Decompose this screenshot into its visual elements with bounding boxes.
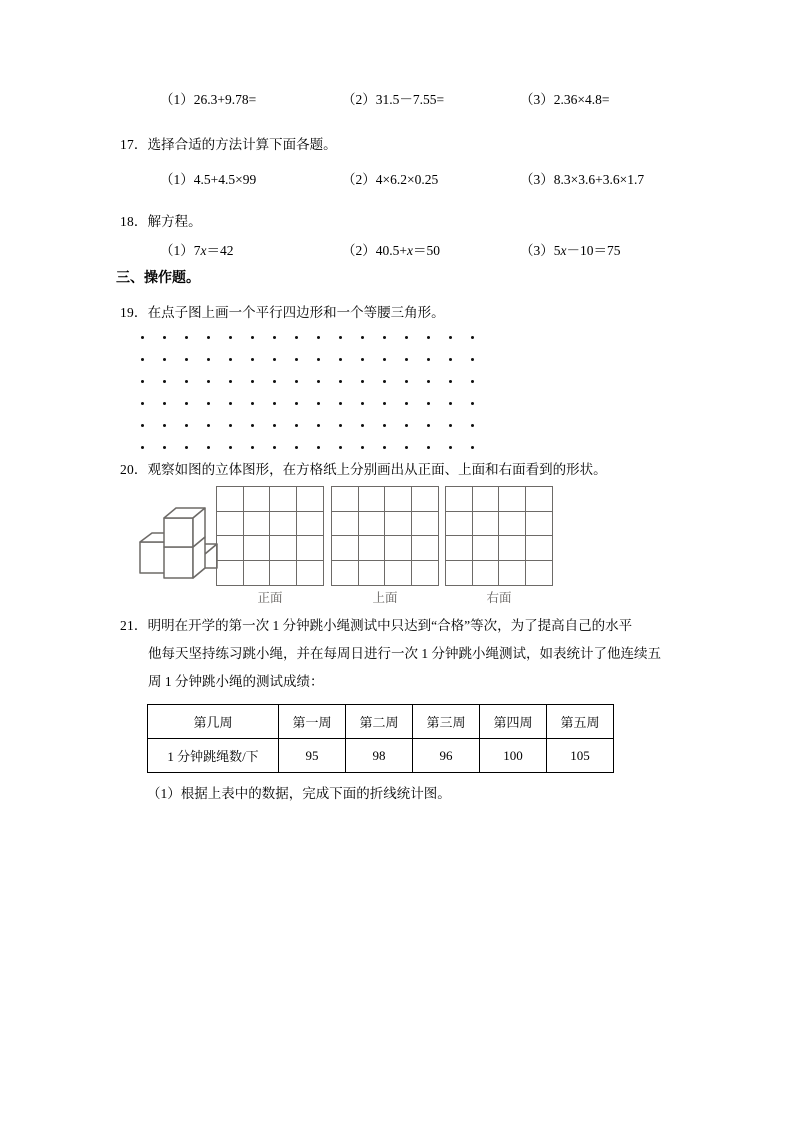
dot-grid-dot xyxy=(317,336,320,339)
view-grid-cell[interactable] xyxy=(385,487,412,512)
dot-grid-dot xyxy=(295,380,298,383)
dot-grid-dot xyxy=(229,402,232,405)
dot-grid-dot xyxy=(273,336,276,339)
dot-grid-dot xyxy=(449,424,452,427)
view-grid-cell[interactable] xyxy=(297,536,324,561)
dot-grid-dot xyxy=(317,424,320,427)
dot-grid-dot xyxy=(141,358,144,361)
dot-grid-dot xyxy=(163,380,166,383)
table-header-cell-1: 第一周 xyxy=(279,705,346,739)
view-grid-cell[interactable] xyxy=(446,487,473,512)
dot-grid-dot xyxy=(141,446,144,449)
dot-grid-dot xyxy=(471,358,474,361)
dot-grid-dot xyxy=(361,446,364,449)
table-value-cell-0: 1 分钟跳绳数/下 xyxy=(148,739,279,773)
q18-item-1-rest: ＝42 xyxy=(206,243,234,258)
dot-grid-dot xyxy=(163,358,166,361)
q20-title: 观察如图的立体图形，在方格纸上分别画出从正面、上面和右面看到的形状。 xyxy=(147,462,607,477)
q16-item-1: （1）26.3+9.78= xyxy=(160,92,257,107)
dot-grid-dot xyxy=(427,336,430,339)
dot-grid-dot xyxy=(361,380,364,383)
dot-grid-dot xyxy=(405,446,408,449)
view-grid-cell[interactable] xyxy=(446,512,473,537)
q16-item-2: （2）31.5－7.55= xyxy=(342,92,445,107)
view-grid-top[interactable] xyxy=(331,486,439,586)
dot-grid-dot xyxy=(251,358,254,361)
view-grid-cell[interactable] xyxy=(385,512,412,537)
dot-grid-dot xyxy=(317,402,320,405)
dot-grid-dot xyxy=(251,402,254,405)
q18-item-1-label: （1）7 xyxy=(160,243,201,258)
view-grid-cell[interactable] xyxy=(412,536,439,561)
q21-line-3: 周 1 分钟跳小绳的测试成绩： xyxy=(148,674,324,689)
q19-number: 19． xyxy=(120,305,148,320)
dot-grid-dot xyxy=(163,402,166,405)
view-grid-cell[interactable] xyxy=(332,561,359,586)
view-grid-cell[interactable] xyxy=(412,512,439,537)
view-grid-cell[interactable] xyxy=(359,561,386,586)
dot-grid-dot xyxy=(163,446,166,449)
view-grid-cell[interactable] xyxy=(526,536,553,561)
dot-grid-dot xyxy=(229,380,232,383)
table-value-cell-4: 100 xyxy=(480,739,547,773)
view-grid-cell[interactable] xyxy=(526,487,553,512)
q21-line-1-text: 明明在开学的第一次 1 分钟跳小绳测试中只达到“合格”等次，为了提高自己的水平 xyxy=(147,618,633,633)
view-grid-right-label: 右面 xyxy=(486,591,512,605)
dot-grid-dot xyxy=(251,424,254,427)
q18-item-2 xyxy=(342,239,520,259)
dot-grid-dot xyxy=(471,446,474,449)
dot-grid-dot xyxy=(339,336,342,339)
q17-item-2: （2）4×6.2×0.25 xyxy=(342,172,439,187)
dot-grid-dot xyxy=(427,424,430,427)
q21-line-2: 他每天坚持练习跳小绳，并在每周日进行一次 1 分钟跳小绳测试，如表统计了他连续五 xyxy=(148,646,661,661)
q18-item-3 xyxy=(520,239,621,259)
dot-grid-dot xyxy=(405,380,408,383)
dot-grid-dot xyxy=(405,336,408,339)
q18-item-1 xyxy=(160,239,342,259)
q17-number: 17． xyxy=(120,137,148,152)
dot-grid-dot xyxy=(427,446,430,449)
dot-grid-dot xyxy=(427,402,430,405)
dot-grid-dot xyxy=(273,402,276,405)
view-grid-cell[interactable] xyxy=(270,487,297,512)
dot-grid-dot xyxy=(317,380,320,383)
dot-grid-dot xyxy=(471,424,474,427)
view-grid-right[interactable] xyxy=(445,486,553,586)
view-grid-cell[interactable] xyxy=(526,512,553,537)
view-grid-cell[interactable] xyxy=(332,487,359,512)
dot-grid-dot xyxy=(229,358,232,361)
q18-item-2-rest: ＝50 xyxy=(413,243,440,258)
q18-items xyxy=(160,239,670,259)
section-3-heading: 三、操作题。 xyxy=(116,271,200,286)
dot-grid-dot xyxy=(163,336,166,339)
view-grid-cell[interactable] xyxy=(412,561,439,586)
dot-grid-dot xyxy=(383,380,386,383)
dot-grid-dot xyxy=(141,380,144,383)
dot-grid-dot xyxy=(361,402,364,405)
dot-grid-dot xyxy=(207,336,210,339)
q18-item-2-label: （2）40.5+ xyxy=(342,243,407,258)
q18-item-2-var: x xyxy=(407,243,413,258)
view-grid-cell[interactable] xyxy=(446,561,473,586)
table-header-cell-0: 第几周 xyxy=(148,705,279,739)
view-grid-cell[interactable] xyxy=(412,487,439,512)
view-grid-cell[interactable] xyxy=(359,512,386,537)
dot-grid-dot xyxy=(427,380,430,383)
view-grid-cell[interactable] xyxy=(473,512,500,537)
dot-grid-dot xyxy=(185,402,188,405)
view-grid-cell[interactable] xyxy=(499,536,526,561)
dot-grid-dot xyxy=(471,336,474,339)
dot-grid-dot xyxy=(229,446,232,449)
q18-item-3-rest: －10＝75 xyxy=(566,243,621,258)
dot-grid-dot xyxy=(141,336,144,339)
dot-grid-dot xyxy=(185,380,188,383)
view-grid-cell[interactable] xyxy=(332,512,359,537)
view-grid-cell[interactable] xyxy=(217,536,244,561)
dot-grid-dot xyxy=(295,424,298,427)
q18-item-1-var: x xyxy=(200,243,207,258)
q17-title: 选择合适的方法计算下面各题。 xyxy=(147,137,337,152)
view-grid-cell[interactable] xyxy=(473,536,500,561)
view-grid-cell[interactable] xyxy=(270,512,297,537)
dot-grid-dot xyxy=(141,424,144,427)
dot-grid-dot xyxy=(427,358,430,361)
q18-item-3-var: x xyxy=(560,243,567,258)
table-header-cell-5: 第五周 xyxy=(547,705,614,739)
q16-item-3: （3）2.36×4.8= xyxy=(520,92,610,107)
q21-line-1 xyxy=(120,612,632,640)
view-grid-cell[interactable] xyxy=(385,561,412,586)
dot-grid-dot xyxy=(141,402,144,405)
q18-heading xyxy=(120,212,202,232)
dot-grid-dot xyxy=(471,402,474,405)
dot-grid-dot xyxy=(317,358,320,361)
dot-grid-dot xyxy=(339,380,342,383)
q18-item-3-label: （3）5 xyxy=(520,243,561,258)
q17-item-1: （1）4.5+4.5×99 xyxy=(160,172,257,187)
dot-grid-dot xyxy=(207,402,210,405)
dot-grid-dot xyxy=(361,336,364,339)
dot-grid-dot xyxy=(207,358,210,361)
dot-grid-dot xyxy=(317,446,320,449)
q19-title: 在点子图上画一个平行四边形和一个等腰三角形。 xyxy=(147,305,445,320)
q19-heading xyxy=(120,303,445,323)
view-grid-cell[interactable] xyxy=(244,487,271,512)
view-grid-cell[interactable] xyxy=(446,536,473,561)
dot-grid-dot xyxy=(295,358,298,361)
dot-grid-dot xyxy=(449,446,452,449)
dot-grid-dot xyxy=(251,380,254,383)
dot-grid-dot xyxy=(185,358,188,361)
view-grid-cell[interactable] xyxy=(332,536,359,561)
dot-grid-dot xyxy=(361,424,364,427)
dot-grid-dot xyxy=(471,380,474,383)
dot-grid-dot xyxy=(383,336,386,339)
view-grid-top-label: 上面 xyxy=(372,591,398,605)
table-row-header xyxy=(148,705,614,739)
dot-grid-dot xyxy=(273,446,276,449)
dot-grid-dot xyxy=(383,402,386,405)
dot-grid-dot xyxy=(273,424,276,427)
table-header-cell-3: 第三周 xyxy=(413,705,480,739)
dot-grid-dot xyxy=(185,424,188,427)
view-grid-cell[interactable] xyxy=(244,512,271,537)
table-header-cell-4: 第四周 xyxy=(480,705,547,739)
view-grid-cell[interactable] xyxy=(359,487,386,512)
solid-figure xyxy=(136,492,226,592)
view-grid-cell[interactable] xyxy=(217,487,244,512)
table-value-cell-2: 98 xyxy=(346,739,413,773)
view-grid-cell[interactable] xyxy=(244,561,271,586)
dot-grid-dot xyxy=(185,336,188,339)
dot-grid-dot xyxy=(383,424,386,427)
dot-grid-dot xyxy=(449,402,452,405)
view-grid-cell[interactable] xyxy=(217,512,244,537)
view-grid-cell[interactable] xyxy=(499,512,526,537)
view-grid-cell[interactable] xyxy=(297,561,324,586)
view-grid-cell[interactable] xyxy=(499,487,526,512)
view-grid-cell[interactable] xyxy=(473,487,500,512)
view-grid-cell[interactable] xyxy=(359,536,386,561)
table-row-values xyxy=(148,739,614,773)
dot-grid-dot xyxy=(207,424,210,427)
table-value-cell-3: 96 xyxy=(413,739,480,773)
view-grid-cell[interactable] xyxy=(385,536,412,561)
q17-items xyxy=(160,168,670,188)
dot-grid-dot xyxy=(405,424,408,427)
view-grid-cell[interactable] xyxy=(499,561,526,586)
jump-rope-table xyxy=(147,704,614,773)
q17-heading xyxy=(120,135,337,155)
dot-grid-dot xyxy=(383,446,386,449)
q20-number: 20． xyxy=(120,462,148,477)
dot-grid-dot xyxy=(339,446,342,449)
dot-grid-dot xyxy=(339,424,342,427)
dot-grid xyxy=(141,336,481,454)
view-grid-cell[interactable] xyxy=(526,561,553,586)
dot-grid-dot xyxy=(295,402,298,405)
q21-number: 21． xyxy=(120,618,148,633)
dot-grid-dot xyxy=(207,446,210,449)
dot-grid-dot xyxy=(229,336,232,339)
solid-figure-svg xyxy=(136,492,226,587)
view-grid-front[interactable] xyxy=(216,486,324,586)
table-header-cell-2: 第二周 xyxy=(346,705,413,739)
dot-grid-dot xyxy=(449,336,452,339)
dot-grid-dot xyxy=(273,380,276,383)
dot-grid-dot xyxy=(273,358,276,361)
dot-grid-dot xyxy=(163,424,166,427)
dot-grid-dot xyxy=(295,336,298,339)
dot-grid-dot xyxy=(251,336,254,339)
dot-grid-dot xyxy=(449,358,452,361)
dot-grid-dot xyxy=(229,424,232,427)
dot-grid-dot xyxy=(339,358,342,361)
table-value-cell-1: 95 xyxy=(279,739,346,773)
q20-heading xyxy=(120,460,607,480)
dot-grid-dot xyxy=(405,402,408,405)
dot-grid-dot xyxy=(295,446,298,449)
dot-grid-dot xyxy=(207,380,210,383)
view-grid-cell[interactable] xyxy=(244,536,271,561)
dot-grid-dot xyxy=(251,446,254,449)
dot-grid-dot xyxy=(361,358,364,361)
q17-item-3: （3）8.3×3.6+3.6×1.7 xyxy=(520,172,645,187)
dot-grid-dot xyxy=(449,380,452,383)
q21-sub-1: （1）根据上表中的数据，完成下面的折线统计图。 xyxy=(147,786,451,801)
q18-title: 解方程。 xyxy=(147,214,202,229)
view-grid-cell[interactable] xyxy=(473,561,500,586)
view-grid-cell[interactable] xyxy=(217,561,244,586)
dot-grid-dot xyxy=(383,358,386,361)
dot-grid-dot xyxy=(405,358,408,361)
view-grid-cell[interactable] xyxy=(297,487,324,512)
q16-items xyxy=(160,88,670,108)
view-grid-cell[interactable] xyxy=(297,512,324,537)
view-grid-front-label: 正面 xyxy=(257,591,283,605)
dot-grid-dot xyxy=(185,446,188,449)
q18-number: 18． xyxy=(120,214,148,229)
table-value-cell-5: 105 xyxy=(547,739,614,773)
view-grid-cell[interactable] xyxy=(270,536,297,561)
dot-grid-dot xyxy=(339,402,342,405)
view-grid-cell[interactable] xyxy=(270,561,297,586)
